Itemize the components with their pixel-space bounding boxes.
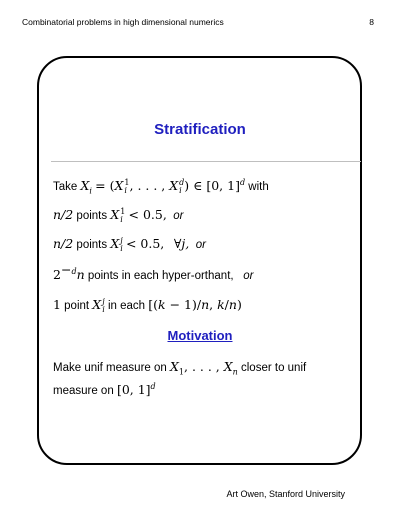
motivation-paragraph	[53, 356, 353, 402]
with-label: with	[248, 181, 269, 193]
n-half: n/2	[53, 207, 74, 222]
motivation-heading: Motivation	[167, 328, 233, 343]
header-title: Combinatorial problems in high dimensional numerics	[22, 17, 224, 27]
condition: < 0.5,	[128, 207, 167, 222]
page-number: 8	[369, 17, 374, 27]
formula-in: ) ∈ [0, 1]$^d$	[184, 177, 246, 193]
points-label: points	[76, 239, 108, 251]
forall: ∀j,	[173, 236, 190, 251]
para-a: Make unif measure on	[53, 362, 167, 374]
condition: < 0.5,	[125, 236, 165, 251]
para-b: closer to unif	[241, 362, 307, 374]
or-label: or	[173, 210, 184, 222]
or-label: or	[243, 270, 254, 282]
x1i-scripts: 1 i	[120, 207, 126, 224]
xji-scripts: j i	[102, 297, 105, 314]
line-hyper-orthant	[53, 261, 254, 282]
formula-xs: $X_1$, . . . , $X_n$	[170, 359, 238, 377]
footer-author: Art Owen, Stanford University	[226, 489, 345, 499]
line-take	[53, 178, 269, 195]
line-first-coordinate	[53, 207, 183, 224]
formula-xd: X	[169, 178, 179, 193]
take-label: Take	[53, 181, 78, 193]
slide-frame	[37, 56, 362, 465]
formula-interval: [(k − 1)/n, k/n)	[148, 297, 242, 312]
line-all-coordinates	[53, 236, 206, 253]
one: 1	[53, 297, 61, 312]
formula-xj-i: X	[110, 236, 120, 251]
n-half: n/2	[53, 236, 74, 251]
or-label: or	[195, 239, 206, 251]
point-label: point	[64, 300, 90, 312]
xji-scripts: j i	[120, 236, 123, 253]
orthant-text: points in each hyper-orthant,	[87, 270, 234, 282]
formula-dots: , . . . ,	[129, 178, 170, 193]
divider	[51, 161, 361, 162]
formula-xj-i: X	[92, 297, 102, 312]
in-each-label: in each	[107, 300, 146, 312]
formula-cube: [0, 1]$^d$	[116, 381, 156, 397]
x1-scripts: 1 i	[124, 178, 130, 195]
slide-title: Stratification	[154, 121, 246, 138]
formula-x1-i: X	[110, 207, 120, 222]
formula-2dn: $2^{-d}n$	[53, 261, 85, 282]
para-c: measure on	[53, 385, 114, 397]
points-label: points	[76, 210, 108, 222]
formula-x1: X	[114, 178, 124, 193]
formula-xi: $X_i$	[80, 178, 92, 196]
equals-sign: = (	[95, 178, 115, 193]
xd-scripts: d i	[179, 178, 185, 195]
line-interval	[53, 297, 242, 314]
